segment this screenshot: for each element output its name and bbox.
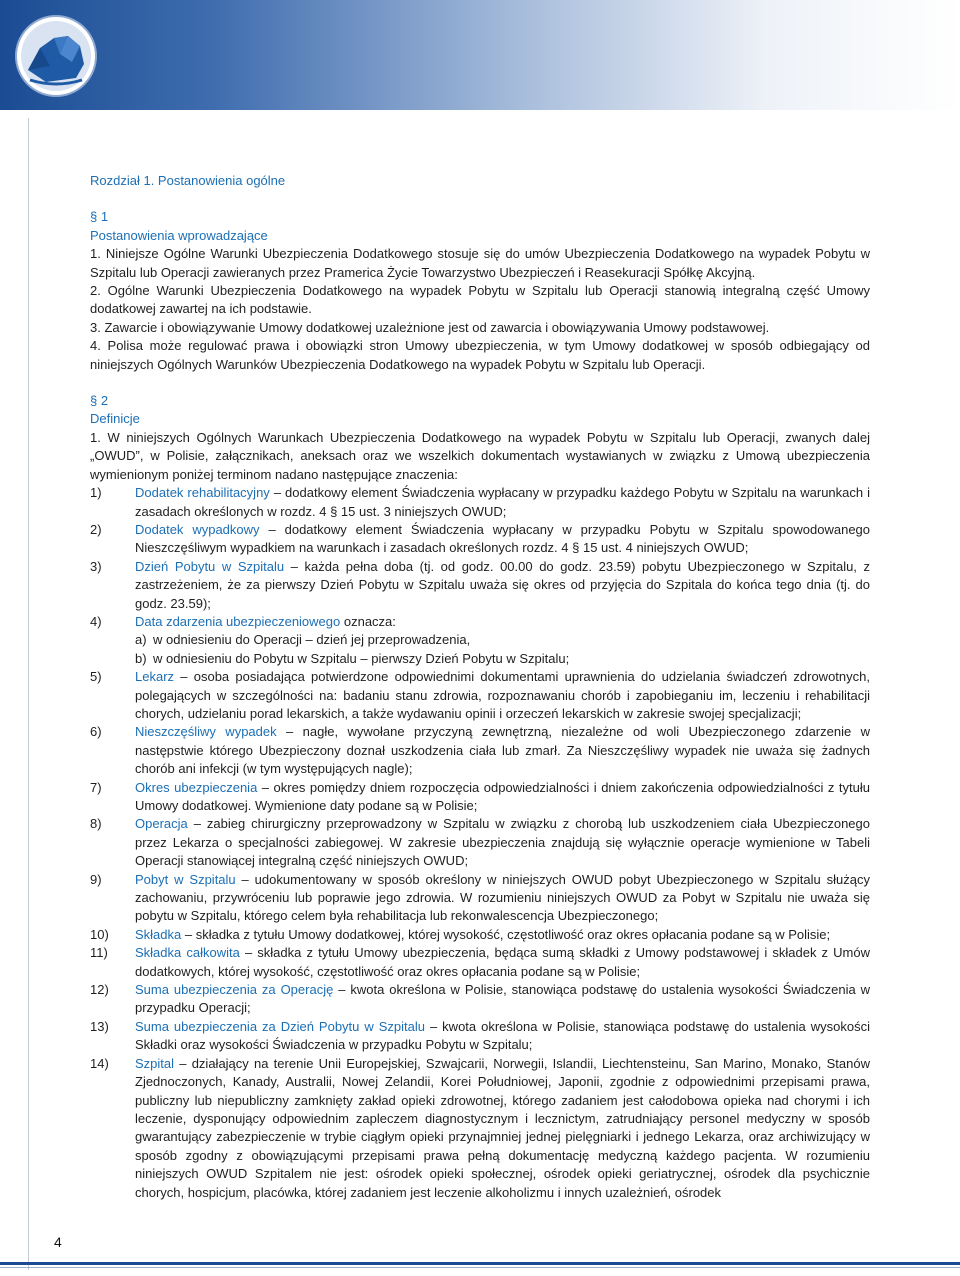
- section-1-item: 3. Zawarcie i obowiązywanie Umowy dodatkowej uzależnione jest od zawarcia i obowiązywania Umowy podstawowej.: [90, 319, 770, 335]
- subitem-number: a): [135, 632, 147, 648]
- definition-number: 7): [90, 779, 102, 795]
- definition-body: [135, 521, 870, 558]
- definition-item: [90, 723, 870, 778]
- footer-rule: [0, 1262, 960, 1265]
- definition-body: [135, 1055, 870, 1202]
- definition-number: 9): [90, 871, 102, 887]
- definition-term: Suma ubezpieczenia za Operację: [135, 982, 334, 998]
- section-1-item: 4. Polisa może regulować prawa i obowiązki stron Umowy ubezpieczenia, w tym Umowy dodatkowej w sposób odbiegający od niniejszych Ogólnych Warunków Ubezpieczenia Dodatkowego na wypadek Pobytu w Szpitalu lub Operacji.: [90, 338, 870, 372]
- definition-body: [135, 723, 870, 778]
- definition-number: 12): [90, 982, 109, 998]
- definition-text: – działający na terenie Unii Europejskiej, Szwajcarii, Norwegii, Islandii, Liechtensteinu, San Marino, Monako, Stanów Zjednoczonych, Kanady, Australii, Nowej Zelandii, Korei Południowej, Japonii, zgodnie z odpowiednimi przepisami prawa, publiczny lub niepubliczny zamknięty zakład opieki zdrowotnej, którego zadaniem jest całodobowa opieka nad chorymi i ich leczenie, dysponujący odpowiednim zapleczem diagnostycznym i lecznictym, zatrudniający personel medyczny w sposób gwarantujący zabezpieczenie w trybie ciągłym opieki przynajmniej jednej pielęgniarki i jednego Lekarza, oraz archiwizujący w sposób zgodny z obowiązującymi przepisami prawa pełną dokumentację medyczną każdego pacjenta. W rozumieniu niniejszych OWUD Szpitalem nie jest: ośrodek opieki społecznej, ośrodek opieki geriatrycznej, ośrodek dla psychicznie chorych, hospicjum, placówka, której zadaniem jest leczenie alkoholizmu i innych uzależnień, ośrodek: [135, 1055, 870, 1200]
- definition-body: [135, 779, 870, 816]
- definition-item: [90, 521, 870, 558]
- definition-item: [90, 613, 870, 668]
- definition-term: Lekarz: [135, 669, 175, 685]
- document-body: [90, 172, 870, 1202]
- definition-text: – składka z tytułu Umowy dodatkowej, której wysokość, częstotliwość oraz okres opłacania podane są w Polisie;: [181, 926, 831, 942]
- definition-subitem: [135, 631, 870, 649]
- definition-body: [135, 613, 870, 668]
- definition-item: [90, 668, 870, 723]
- definition-term: Dzień Pobytu w Szpitalu: [135, 558, 285, 574]
- subitem-number: b): [135, 650, 147, 666]
- definition-item: [90, 815, 870, 870]
- definition-term: Szpital: [135, 1055, 175, 1071]
- chapter-title: Rozdział 1. Postanowienia ogólne: [90, 173, 286, 188]
- definition-body: [135, 871, 870, 926]
- definition-term: Składka całkowita: [135, 945, 240, 961]
- definition-item: [90, 944, 870, 981]
- definitions-list: [90, 484, 870, 1202]
- definition-text: – osoba posiadająca potwierdzone odpowiednimi dokumentami uprawnienia do udzielania świadczeń zdrowotnych, polegających w szczególności na: badaniu stanu zdrowia, rozpoznawaniu chorób i zapobieganiu im, leczeniu i rehabilitacji chorych, udzielaniu porad lekarskich, a także wydawaniu opinii i orzeczeń lekarskich w zakresie swojej specjalizacji;: [135, 669, 870, 721]
- section-1-item: 2. Ogólne Warunki Ubezpieczenia Dodatkowego na wypadek Pobytu w Szpitalu lub Operacji stanowią integralną część Umowy dodatkowej zawartej na ich podstawie.: [90, 283, 870, 317]
- definition-number: 10): [90, 926, 109, 942]
- definition-body: [135, 981, 870, 1018]
- page-number: 4: [54, 1234, 62, 1250]
- definition-text: – składka z tytułu Umowy ubezpieczenia, będąca sumą składki z Umowy podstawowej i składek z Umów dodatkowych, której wysokość, częstotliwość oraz okres opłacania podane są w Polisie;: [135, 945, 870, 979]
- definition-body: [135, 815, 870, 870]
- definition-text: – zabieg chirurgiczny przeprowadzony w Szpitalu w związku z chorobą lub uszkodzeniem ciała Ubezpieczonego przez Lekarza o specjalności zabiegowej. W zakresie ubezpieczenia znajdują się wyłącznie operacje wymienione w Tabeli Operacji stanowiącej integralną część niniejszych OWUD;: [135, 816, 870, 869]
- definition-text: – okres pomiędzy dniem rozpoczęcia odpowiedzialności i dniem zakończenia odpowiedzialności z tytułu Umowy dodatkowej. Wymienione daty podane są w Polisie;: [135, 779, 870, 813]
- definition-item: [90, 1018, 870, 1055]
- definition-text: – dodatkowy element Świadczenia wypłacany w przypadku każdego Pobytu w Szpitalu na warunkach i zasadach określonych w rozdz. 4 § 15 ust. 3 niniejszych OWUD;: [135, 485, 871, 519]
- definition-item: [90, 558, 870, 613]
- definition-subitem: [135, 650, 870, 668]
- definition-text: – dodatkowy element Świadczenia wypłacany w przypadku Pobytu w Szpitalu spowodowanego Nieszczęśliwym wypadkiem na warunkach i zasadach określonych rozdz. 4 § 15 ust. 4 niniejszych OWUD;: [135, 521, 871, 556]
- definition-body: [135, 926, 870, 944]
- definition-term: Data zdarzenia ubezpieczeniowego: [135, 613, 341, 629]
- definition-term: Operacja: [135, 816, 188, 832]
- definition-item: [90, 779, 870, 816]
- definition-term: Nieszczęśliwy wypadek: [135, 724, 277, 740]
- section-1-number: § 1: [90, 209, 109, 225]
- definition-text: – kwota określona w Polisie, stanowiąca podstawę do ustalenia wysokości Składki oraz wysokości Świadczenia w przypadku Pobytu w Szpitalu;: [135, 1018, 870, 1053]
- definition-term: Okres ubezpieczenia: [135, 779, 258, 795]
- definition-item: [90, 926, 870, 944]
- definition-text: oznacza:: [340, 613, 396, 629]
- definition-number: 11): [90, 945, 108, 961]
- definition-body: [135, 944, 870, 981]
- left-margin-rule: [28, 118, 29, 1270]
- subitem-text: w odniesieniu do Pobytu w Szpitalu – pierwszy Dzień Pobytu w Szpitalu;: [153, 650, 570, 666]
- section-1-item: 1. Niniejsze Ogólne Warunki Ubezpieczenia Dodatkowego stosuje się do umów Ubezpieczenia Dodatkowego na wypadek Pobytu w Szpitalu lub Operacji zawieranych przez Pramerica Życie Towarzystwo Ubezpieczeń i Reasekuracji Spółkę Akcyjną.: [90, 246, 870, 280]
- definition-number: 13): [90, 1018, 109, 1034]
- definition-body: [135, 668, 870, 723]
- definition-term: Suma ubezpieczenia za Dzień Pobytu w Szpitalu: [135, 1018, 425, 1034]
- section-2-number: § 2: [90, 393, 109, 409]
- section-2-intro: 1. W niniejszych Ogólnych Warunkach Ubezpieczenia Dodatkowego na wypadek Pobytu w Szpitalu lub Operacji, zwanych dalej „OWUD”, w Polisie, załącznikach, aneksach oraz we wszelkich dokumentach wystawianych w związku z Umową ubezpieczenia wymienionym poniżej terminom nadano następujące znaczenia:: [90, 429, 870, 482]
- definition-text: – każda pełna doba (tj. od godz. 00.00 do godz. 23.59) pobytu Ubezpieczonego w Szpitalu, z zastrzeżeniem, że za pierwszy Dzień Pobytu w Szpitalu uważa się okres od przyjęcia do Szpitala do końca tego dnia (tj. do godz. 23.59);: [135, 558, 871, 611]
- header-banner: [0, 0, 960, 110]
- definition-term: Pobyt w Szpitalu: [135, 871, 236, 887]
- definition-body: [135, 558, 870, 613]
- definition-number: 14): [90, 1055, 109, 1071]
- section-2-title: Definicje: [90, 411, 140, 427]
- definition-body: [135, 1018, 870, 1055]
- definition-term: Dodatek wypadkowy: [135, 521, 260, 537]
- section-1-title: Postanowienia wprowadzające: [90, 227, 268, 243]
- definition-number: 8): [90, 816, 102, 832]
- subitem-text: w odniesieniu do Operacji – dzień jej przeprowadzenia,: [153, 632, 471, 648]
- definition-term: Dodatek rehabilitacyjny: [135, 485, 270, 501]
- definition-number: 6): [90, 724, 102, 740]
- rock-logo-icon: [10, 8, 102, 104]
- definition-item: [90, 484, 870, 521]
- definition-number: 1): [90, 485, 102, 501]
- definition-number: 4): [90, 613, 102, 629]
- definition-number: 5): [90, 669, 102, 685]
- definition-text: – nagłe, wywołane przyczyną zewnętrzną, niezależne od woli Ubezpieczonego zdarzenie w następstwie którego Ubezpieczony doznał uszkodzenia ciała lub zmarł. Za Nieszczęśliwy wypadek nie uważa się żadnych chorób ani infekcji (w tym występujących nagle);: [135, 724, 871, 777]
- definition-item: [90, 981, 870, 1018]
- definition-term: Składka: [135, 926, 182, 942]
- definition-body: [135, 484, 870, 521]
- definition-item: [90, 871, 870, 926]
- definition-number: 2): [90, 521, 102, 537]
- definition-text: – udokumentowany w sposób określony w niniejszych OWUD pobyt Ubezpieczonego w Szpitalu służący zachowaniu, przywróceniu lub poprawie jego zdrowia. W rozumieniu niniejszych OWUD za Pobyt w Szpitalu nie uważa się pobytu w Szpitalu, którego celem była rehabilitacja lub rekonwalescencja Ubezpieczonego;: [135, 871, 870, 924]
- definition-text: – kwota określona w Polisie, stanowiąca podstawę do ustalenia wysokości Świadczenia w przypadku Operacji;: [135, 982, 870, 1016]
- footer-rule-thin: [0, 1267, 960, 1268]
- definition-number: 3): [90, 558, 102, 574]
- definition-item: [90, 1055, 870, 1202]
